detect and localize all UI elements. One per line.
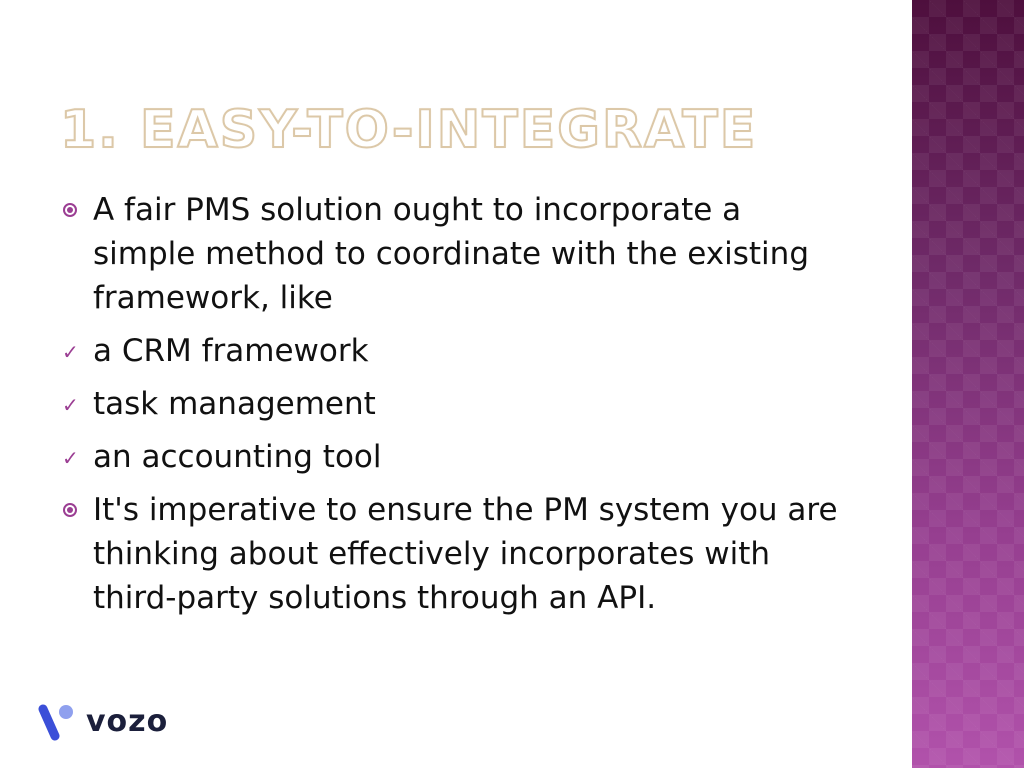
decorative-side-band [912, 0, 1024, 768]
list-item-text: a CRM framework [93, 333, 369, 369]
target-bullet-icon [63, 203, 77, 217]
list-item-text: A fair PMS solution ought to incorporate a simple method to coordinate with the existing framework, like [93, 192, 809, 316]
checkmark-icon: ✓ [62, 446, 79, 470]
list-item-text: task management [93, 386, 376, 422]
vozo-logo [38, 700, 168, 742]
vozo-logo-icon [38, 700, 80, 742]
list-item [60, 188, 850, 320]
checkmark-icon: ✓ [62, 393, 79, 417]
bullet-list [60, 188, 850, 629]
list-item-text: It's imperative to ensure the PM system you are thinking about effectively incorporates with third-party solutions through an API. [93, 492, 838, 616]
slide-title: 1. EASY-TO-INTEGRATE [60, 100, 758, 160]
list-item [60, 435, 850, 479]
list-item [60, 488, 850, 620]
list-item [60, 329, 850, 373]
target-bullet-icon [63, 503, 77, 517]
checkmark-icon: ✓ [62, 340, 79, 364]
diamond-pattern [912, 0, 1024, 768]
list-item-text: an accounting tool [93, 439, 382, 475]
list-item [60, 382, 850, 426]
logo-text: vozo [86, 703, 169, 739]
